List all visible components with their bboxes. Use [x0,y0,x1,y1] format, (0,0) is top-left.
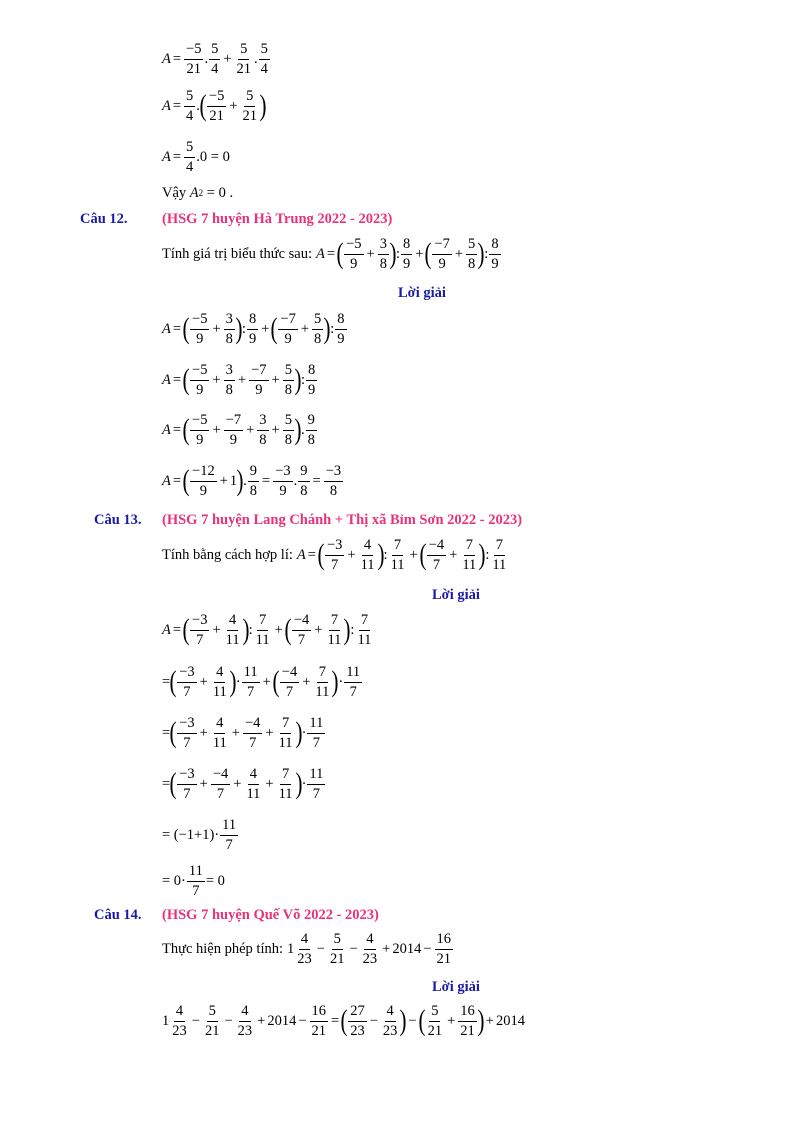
conclusion-rest: = 0 . [206,185,234,201]
q12-solution-heading: Lời giải [398,285,446,301]
q13-step-6: = 0· 11 7 = 0 [162,863,225,900]
q14-prompt-text: Thực hiện phép tính: [162,941,284,958]
q14-prompt: Thực hiện phép tính: 1 4 23 − $\frac{5}{21}$ − $\frac{4}{23}$ + 2014 − $\frac{16}{21}$ [162,931,452,968]
q13-source: (HSG 7 huyện Lang Chánh + Thị xã Bỉm Sơn 2022 - 2023) [162,512,523,528]
q12-step-4: A = ( −12 9 + 1 ) . $\frac{9}{8}$ = $\frac{-3}{9}$ . $\frac{9}{8}$ = $\frac{-3}{8}$ [162,463,342,500]
q12-prompt-text: Tính giá trị biểu thức sau: [162,246,313,263]
q11-step-2: A = $\frac{5}{4}$ . ( −5 21 + $\frac{5}{21}$ ) [162,88,267,125]
q13-step-5: = (−1+1)· 11 7 [162,817,237,854]
q14-number: Câu 14. [94,907,142,923]
q12-step-1: A = ( −5 9 + $\frac{3}{8}$ ) : 8 9 + ( −7 9 + $\frac{5}{8}$ ) : 8 9 [162,311,345,348]
q14-source: (HSG 7 huyện Quế Võ 2022 - 2023) [162,907,379,923]
q13-step-1: A = ( −3 7 + $\frac{4}{11}$ ) : 7 11 + ( −4 7 + $\frac{7}{11}$ ) : 7 11 [162,612,372,649]
q13-number: Câu 13. [94,512,142,528]
q13-step-3: = ( −3 7 + $\frac{4}{11}$ + $\frac{-4}{7}$ + $\frac{7}{11}$ ) · 11 7 [162,715,324,752]
q14-step-1: 1 4 23 − $\frac{5}{21}$ − $\frac{4}{23}$ + 2014 − $\frac{16}{21}$ = ( 27 23 − $\frac{4}{23}$ ) − ( 5 21 + $\frac{16}{21}$ ) + 2014 [162,1003,525,1040]
q11-step-1: A = $\frac{-5}{21}$ . 5 4 + $\frac{5}{21}$ . 5 4 [162,41,268,78]
q13-step-2: = ( −3 7 + $\frac{4}{11}$ ) · 11 7 + ( −4 7 + $\frac{7}{11}$ ) · 11 7 [162,664,361,701]
q13-solution-heading: Lời giải [432,587,480,603]
q13-prompt-text: Tính bằng cách hợp lí: [162,547,293,564]
q12-number: Câu 12. [80,211,128,227]
q13-prompt: Tính bằng cách hợp lí: A = ( −3 7 + $\frac{4}{11}$ ) : 7 11 + ( −4 7 + $\frac{7}{11}$ ) : 7 11 [162,537,507,574]
q11-step-3: A = $\frac{5}{4}$ .0 = 0 [162,139,230,176]
q12-step-2: A = ( −5 9 + $\frac{3}{8}$ + $\frac{-7}{9}$ + $\frac{5}{8}$ ) : 8 9 [162,362,316,399]
q12-step-3: A = ( −5 9 + $\frac{-7}{9}$ + $\frac{3}{8}$ + $\frac{5}{8}$ ) . 9 8 [162,412,315,449]
q12-prompt: Tính giá trị biểu thức sau: A = ( −5 9 + $\frac{3}{8}$ ) : 8 9 + ( −7 9 + $\frac{5}{8}$ ) : 8 9 [162,236,499,273]
q11-conclusion: Vậy A 2 = 0 . [162,185,234,201]
conclusion-prefix: Vậy [162,185,187,201]
q12-source: (HSG 7 huyện Hà Trung 2022 - 2023) [162,211,393,227]
q14-solution-heading: Lời giải [432,979,480,995]
q13-step-4: = ( −3 7 + $\frac{-4}{7}$ + $\frac{4}{11}$ + $\frac{7}{11}$ ) · 11 7 [162,766,324,803]
